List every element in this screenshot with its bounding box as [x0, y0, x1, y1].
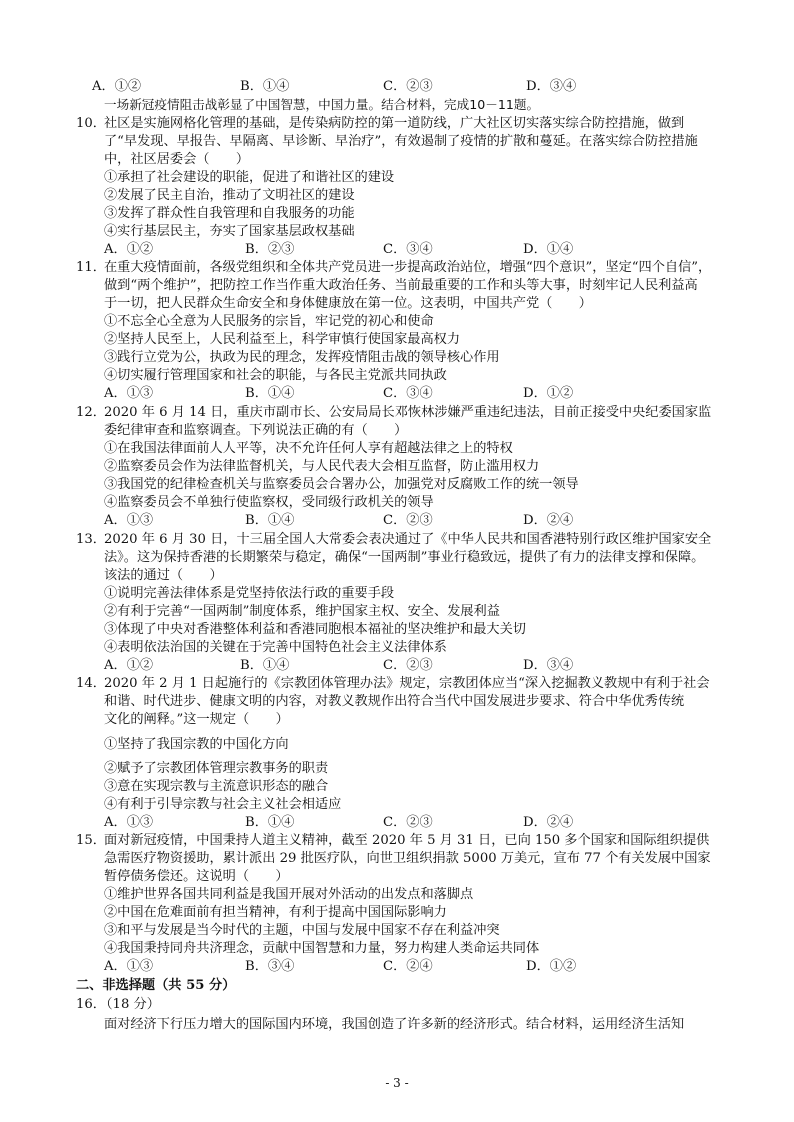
statement: ④有利于引导宗教与社会主义社会相适应: [104, 797, 342, 812]
statement: ④实行基层民主，夯实了国家基层政权基础: [104, 224, 355, 239]
option-c: C．③④: [383, 242, 433, 257]
option-d: D．①④: [523, 242, 574, 257]
statement: ②赋予了宗教团体管理宗教事务的职责: [104, 761, 329, 776]
option-a: A．①③: [104, 513, 154, 528]
question-number: 13．: [76, 532, 106, 547]
option-a: A．①③: [104, 815, 154, 830]
option-b: B．①④: [245, 815, 295, 830]
statement: ④表明依法治国的关键在于完善中国特色社会主义法律体系: [104, 640, 447, 655]
question-number: 12．: [76, 405, 106, 420]
statement: ②有利于完善“一国两制”制度体系，维护国家主权、安全、发展利益: [104, 604, 500, 619]
statement: ③意在实现宗教与主流意识形态的融合: [104, 779, 329, 794]
statement: ③和平与发展是当今时代的主题，中国与发展中国家不存在利益冲突: [104, 923, 500, 938]
question-text: 急需医疗物资援助，累计派出 29 批医疗队，向世卫组织捐款 5000 万美元，宣布 77 个有关发展中国家: [104, 851, 711, 866]
option-d: D．③④: [523, 658, 574, 673]
question-text: 在重大疫情面前，各级党组织和全体共产党员进一步提高政治站位，增强“四个意识”，坚定“四个自信”，: [104, 260, 712, 275]
statement: ①在我国法律面前人人平等，决不允许任何人享有超越法律之上的特权: [104, 441, 513, 456]
option-c: C．②③: [383, 79, 433, 94]
question-text: 了“早发现、早报告、早隔离、早诊断、早治疗”，有效遏制了疫情的扩散和蔓延。在落实综合防控措施: [104, 134, 698, 149]
question-text: 做到“两个维护”，把防控工作当作重大政治任务、当前最重要的工作和头等大事，时刻牢记人民利益高: [104, 278, 698, 293]
question-text: 于一切，把人民群众生命安全和身体健康放在第一位。这表明，中国共产党（ ）: [104, 296, 592, 311]
option-b: B．①④: [245, 386, 295, 401]
question-text: 中，社区居委会（ ）: [104, 152, 250, 167]
question-text: 暂停债务偿还。这说明（ ）: [104, 869, 289, 884]
option-a: A．①②: [104, 658, 154, 673]
statement: ③践行立党为公，执政为民的理念，发挥疫情阻击战的领导核心作用: [104, 350, 500, 365]
question-text: 法》。这为保持香港的长期繁荣与稳定，确保“一国两制”事业行稳致远，提供了有力的法律支撑和保障。: [104, 550, 705, 565]
option-b: B．①④: [245, 513, 295, 528]
option-c: C．②③: [383, 815, 433, 830]
statement: ③我国党的纪律检查机关与监察委员会合署办公，加强党对反腐败工作的统一领导: [104, 477, 579, 492]
option-d: D．①②: [526, 959, 577, 974]
question-number: 16．（18 分）: [76, 997, 160, 1012]
question-text: 面对经济下行压力增大的国际国内环境，我国创造了许多新的经济形式。结合材料，运用经济生活知: [104, 1017, 685, 1032]
statement: ①坚持了我国宗教的中国化方向: [104, 737, 289, 752]
question-number: 11．: [76, 260, 106, 275]
question-text: 2020 年 6 月 14 日，重庆市副市长、公安局局长邓恢林涉嫌严重违纪违法，目前正接受中央纪委国家监: [104, 405, 712, 420]
option-a: A．①②: [92, 79, 142, 94]
option-d: D．①②: [523, 386, 574, 401]
option-c: C．②③: [383, 658, 433, 673]
statement: ②坚持人民至上，人民利益至上，科学审慎行使国家最高权力: [104, 332, 461, 347]
question-text: 文化的阐释。”这一规定（ ）: [104, 712, 289, 727]
question-text: 和谐、时代进步、健康文明的内容，对教义教规作出符合当代中国发展进步要求、符合中华优秀传统: [104, 694, 685, 709]
section-heading: 二、非选择题（共 55 分）: [76, 978, 236, 993]
option-c: C．③④: [383, 386, 433, 401]
question-number: 15．: [76, 833, 106, 848]
question-number: 14．: [76, 676, 106, 691]
statement: ②中国在危难面前有担当精神，有利于提高中国国际影响力: [104, 905, 447, 920]
question-text: 面对新冠疫情，中国秉持人道主义精神，截至 2020 年 5 月 31 日，已向 150 多个国家和国际组织提供: [104, 833, 710, 848]
statement: ③发挥了群众性自我管理和自我服务的功能: [104, 206, 355, 221]
question-text: 社区是实施网格化管理的基础，是传染病防控的第一道防线，广大社区切实落实综合防控措施，做到: [104, 116, 685, 131]
question-text: 2020 年 2 月 1 日起施行的《宗教团体管理办法》规定，宗教团体应当“深入挖掘教义教规中有利于社会: [104, 676, 710, 691]
question-number: 10．: [76, 116, 106, 131]
statement: ②监察委员会作为法律监督机关，与人民代表大会相互监督，防止滥用权力: [104, 459, 540, 474]
question-text: 2020 年 6 月 30 日，十三届全国人大常委会表决通过了《中华人民共和国香港特别行政区维护国家安全: [104, 532, 712, 547]
material-intro: 一场新冠疫情阻击战彰显了中国智慧，中国力量。结合材料，完成10－11题。: [104, 97, 540, 112]
question-text: 委纪律审查和监察调查。下列说法正确的有（ ）: [104, 423, 408, 438]
option-d: D．②④: [523, 815, 574, 830]
option-b: B．①④: [240, 79, 290, 94]
option-d: D．②④: [523, 513, 574, 528]
option-a: A．①②: [104, 242, 154, 257]
option-b: B．③④: [245, 959, 295, 974]
page-number: - 3 -: [385, 1076, 409, 1090]
option-b: B．①④: [240, 658, 290, 673]
statement: ①说明完善法律体系是党坚持依法行政的重要手段: [104, 586, 395, 601]
option-b: B．②③: [245, 242, 295, 257]
statement: ④我国秉持同舟共济理念，贡献中国智慧和力量，努力构建人类命运共同体: [104, 941, 540, 956]
option-a: A．①③: [104, 959, 154, 974]
statement: ③体现了中央对香港整体利益和香港同胞根本福祉的坚决维护和最大关切: [104, 622, 526, 637]
option-d: D．③④: [526, 79, 577, 94]
option-c: C．②④: [383, 959, 433, 974]
statement: ②发展了民主自治，推动了文明社区的建设: [104, 188, 355, 203]
statement: ①维护世界各国共同利益是我国开展对外活动的出发点和落脚点: [104, 887, 474, 902]
statement: ①承担了社会建设的职能，促进了和谐社区的建设: [104, 170, 395, 185]
option-a: A．①③: [104, 386, 154, 401]
option-c: C．②③: [383, 513, 433, 528]
statement: ④监察委员会不单独行使监察权，受同级行政机关的领导: [104, 495, 434, 510]
statement: ④切实履行管理国家和社会的职能，与各民主党派共同执政: [104, 368, 447, 383]
statement: ①不忘全心全意为人民服务的宗旨，牢记党的初心和使命: [104, 314, 434, 329]
question-text: 该法的通过（ ）: [104, 568, 223, 583]
